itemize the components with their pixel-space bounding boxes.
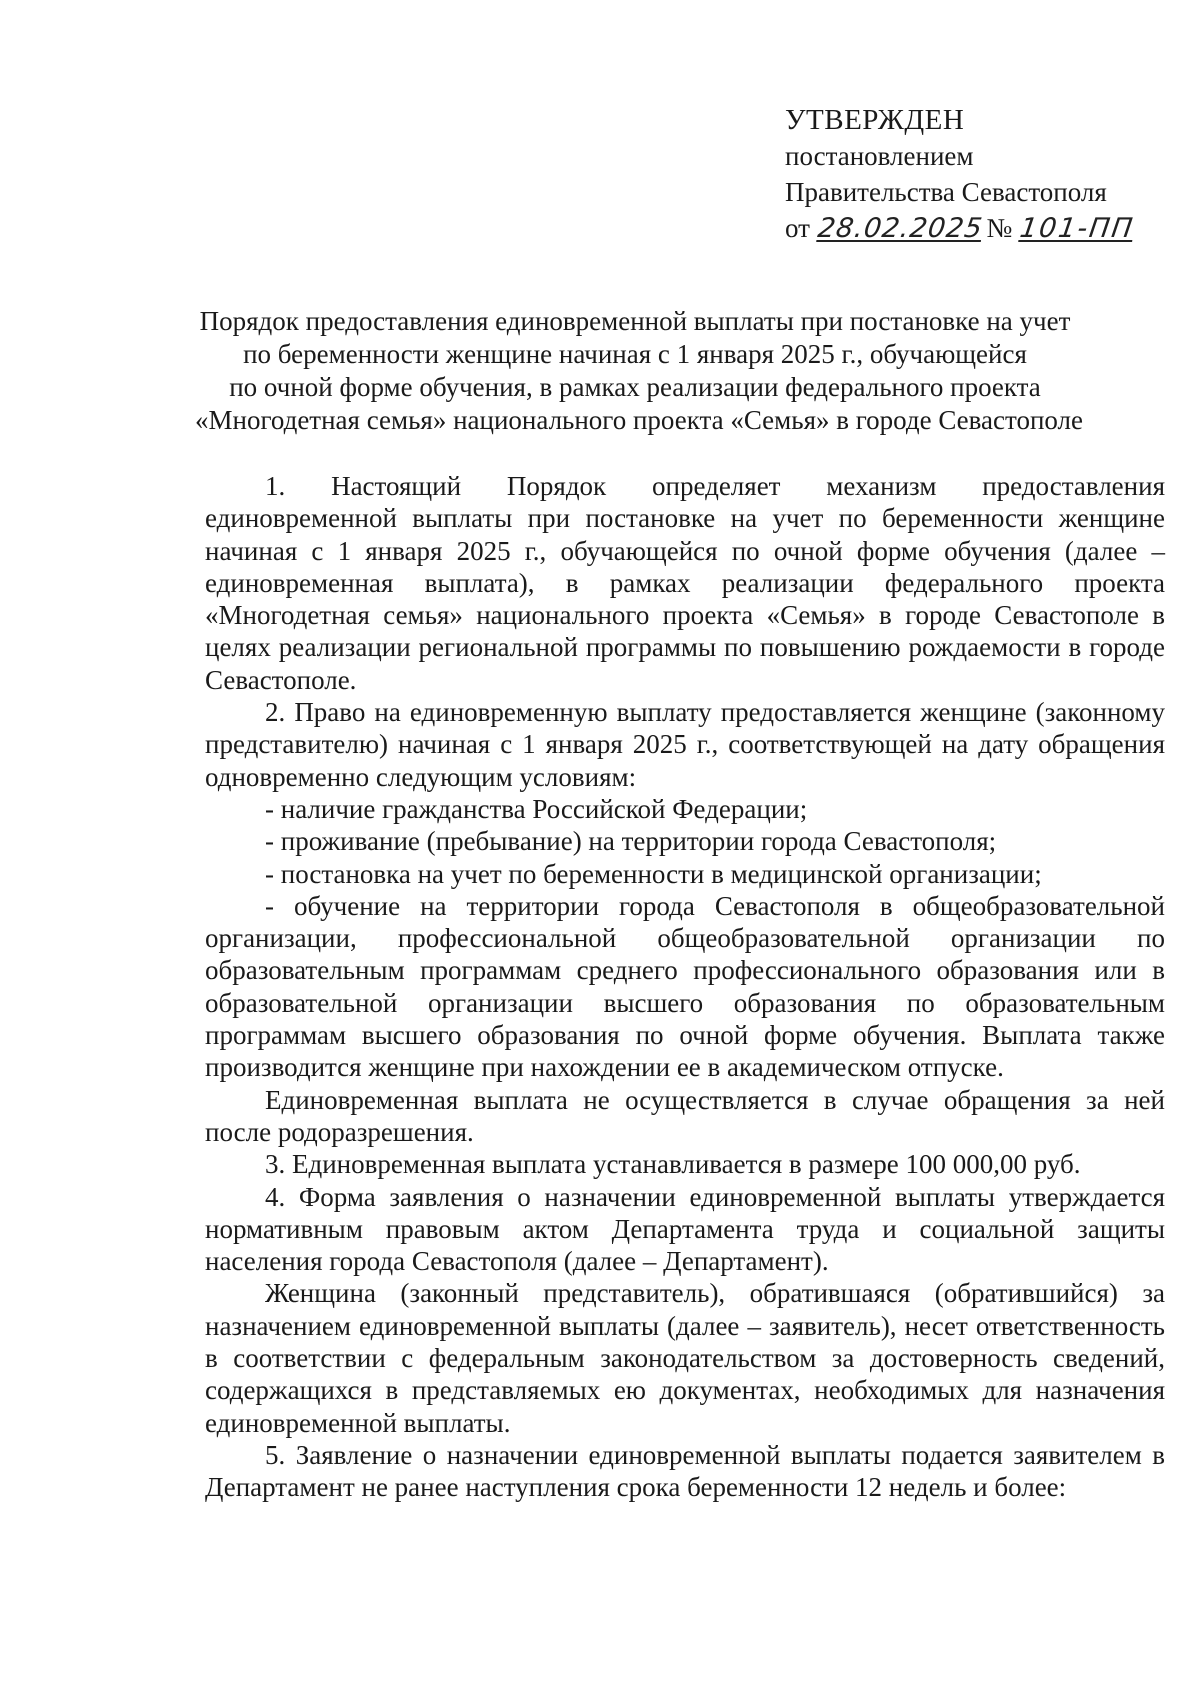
handwritten-date: 28.02.2025 [815, 213, 985, 244]
approval-line-government: Правительства Севастополя [785, 177, 1107, 207]
document-title [195, 305, 1084, 437]
number-sign: № [986, 213, 1013, 243]
handwritten-number: 101-ПП [1018, 213, 1137, 244]
approval-heading: УТВЕРЖДЕН [785, 104, 965, 136]
title-line: по беременности женщине начиная с 1 января 2025 г., обучающейся [243, 339, 1027, 369]
paragraph-3: 3. Единовременная выплата устанавливается в размере 100 000,00 руб. [265, 1149, 1081, 1180]
condition-residence: - проживание (пребывание) на территории города Севастополя; [265, 826, 997, 857]
approval-line-decree: постановлением [785, 141, 974, 171]
condition-citizenship: - наличие гражданства Российской Федерации; [265, 793, 808, 824]
paragraph-1: 1. Настоящий Порядок определяет механизм предоставления единовременной выплаты при постановке на учет по беременности женщине начиная с 1 января 2025 г., обучающейся по очной форме обучения (далее – единовременная выплата), в рамках реализации федерального проекта «Многодетная семья» национального проекта «Семья» в городе Севастополе в целях реализации региональной программы по повышению рождаемости в городе Севастополе. [205, 471, 1165, 695]
paragraph-5: 5. Заявление о назначении единовременной выплаты подается заявителем в Департамент не ранее наступления срока беременности 12 недель и более: [205, 1439, 1165, 1503]
paragraph-4: 4. Форма заявления о назначении единовременной выплаты утверждается нормативным правовым актом Департамента труда и социальной защиты населения города Севастополя (далее – Департамент). [205, 1181, 1165, 1277]
approval-date-line [785, 210, 1137, 247]
approval-from-label: от [785, 213, 810, 243]
condition-education: - обучение на территории города Севастополя в общеобразовательной организации, профессиональной общеобразовательной организации по образовательным программам среднего профессионального образования или в образовательной организации высшего образования по образовательным программам высшего образования по очной форме обучения. Выплата также производится женщине при нахождении ее в академическом отпуске. [205, 890, 1165, 1083]
paragraph-exclusion: Единовременная выплата не осуществляется в случае обращения за ней после родоразрешения. [205, 1084, 1165, 1147]
title-line: «Многодетная семья» национального проекта «Семья» в городе Севастополе [195, 405, 1084, 435]
title-line: по очной форме обучения, в рамках реализации федерального проекта [229, 372, 1041, 402]
paragraph-2: 2. Право на единовременную выплату предоставляется женщине (законному представителю) начиная с 1 января 2025 г., соответствующей на дату обращения одновременно следующим условиям: [205, 697, 1165, 792]
condition-registration: - постановка на учет по беременности в медицинской организации; [265, 858, 1042, 889]
title-line: Порядок предоставления единовременной выплаты при постановке на учет [199, 306, 1071, 336]
paragraph-responsibility: Женщина (законный представитель), обратившаяся (обратившийся) за назначением единовременной выплаты (далее – заявитель), несет ответственность в соответствии с федеральным законодательством за достоверность сведений, содержащихся в представляемых ею документах, необходимых для назначения единовременной выплаты. [205, 1278, 1165, 1438]
document-body [205, 470, 1165, 1504]
approval-block [785, 102, 1137, 247]
